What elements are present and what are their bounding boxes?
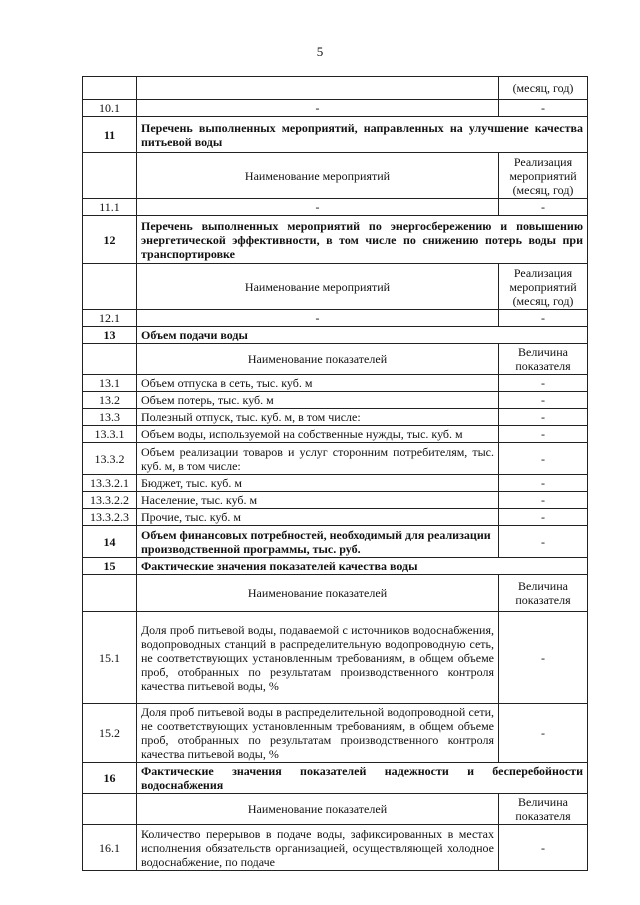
row-value: - — [499, 443, 588, 475]
row-value: - — [499, 612, 588, 704]
section-title: Объем подачи воды — [137, 327, 588, 344]
row-description: Доля проб питьевой воды, подаваемой с источников водоснабжения, водопроводных станций в распределительную водопроводную сеть, не соответствующих установленным требованиям, в общем объеме проб, отобранных по результатам производственного контроля качества питьевой воды, % — [137, 612, 499, 704]
row-description: Прочие, тыс. куб. м — [137, 509, 499, 526]
section-title: Фактические значения показателей надежности и бесперебойности водоснабжения — [137, 763, 588, 794]
row-value: - — [499, 375, 588, 392]
row-value: - — [499, 526, 588, 558]
row-description: - — [137, 310, 499, 327]
row-value: - — [499, 492, 588, 509]
table-row — [83, 492, 588, 509]
section-number: 11 — [83, 117, 137, 153]
table-row — [83, 199, 588, 216]
row-value: - — [499, 310, 588, 327]
row-value: - — [499, 199, 588, 216]
row-number: 15.2 — [83, 704, 137, 763]
column-header-name: Наименование показателей — [137, 344, 499, 375]
table-row — [83, 612, 588, 704]
row-number: 11.1 — [83, 199, 137, 216]
column-header-value: Величина показателя — [499, 794, 588, 825]
row-number: 13.3.1 — [83, 426, 137, 443]
table-row — [83, 310, 588, 327]
section-title: Перечень выполненных мероприятий по энергосбережению и повышению энергетической эффективности, в том числе по снижению потерь воды при транспортировке — [137, 216, 588, 264]
row-description: Объем воды, используемой на собственные нужды, тыс. куб. м — [137, 426, 499, 443]
table-row — [83, 704, 588, 763]
row-description: Полезный отпуск, тыс. куб. м, в том числе: — [137, 409, 499, 426]
section-row — [83, 117, 588, 153]
column-header-row — [83, 153, 588, 199]
row-number: 12.1 — [83, 310, 137, 327]
row-description: Объем реализации товаров и услуг сторонним потребителям, тыс. куб. м, в том числе: — [137, 443, 499, 475]
column-header-name: Наименование мероприятий — [137, 264, 499, 310]
section-title: Фактические значения показателей качества воды — [137, 558, 588, 575]
table-row — [83, 100, 588, 117]
row-number: 13.3.2 — [83, 443, 137, 475]
section-number: 13 — [83, 327, 137, 344]
table-row — [83, 825, 588, 871]
table-row — [83, 409, 588, 426]
row-description: - — [137, 100, 499, 117]
section-number: 12 — [83, 216, 137, 264]
row-value: - — [499, 509, 588, 526]
row-description: Бюджет, тыс. куб. м — [137, 475, 499, 492]
report-table — [82, 76, 588, 871]
row-value: - — [499, 392, 588, 409]
row-value: - — [499, 426, 588, 443]
section-title: Перечень выполненных мероприятий, направленных на улучшение качества питьевой воды — [137, 117, 588, 153]
section-title: Объем финансовых потребностей, необходимый для реализации производственной программы, тыс. руб. — [137, 526, 499, 558]
row-number: 10.1 — [83, 100, 137, 117]
page-number: 5 — [316, 44, 324, 59]
row-number: 13.3 — [83, 409, 137, 426]
column-header-value: Величина показателя — [499, 344, 588, 375]
column-header-name: Наименование показателей — [137, 575, 499, 612]
row-number: 13.3.2.1 — [83, 475, 137, 492]
row-description: Население, тыс. куб. м — [137, 492, 499, 509]
column-header-row — [83, 794, 588, 825]
table-row — [83, 392, 588, 409]
column-header-name: Наименование мероприятий — [137, 153, 499, 199]
column-header-row — [83, 575, 588, 612]
row-description: Количество перерывов в подаче воды, зафиксированных в местах исполнения обязательств организацией, осуществляющей холодное водоснабжение, по подаче — [137, 825, 499, 871]
table-row — [83, 77, 588, 100]
section-row — [83, 763, 588, 794]
row-value: - — [499, 100, 588, 117]
row-number: 13.3.2.2 — [83, 492, 137, 509]
column-header-value: Реализация мероприятий (месяц, год) — [499, 264, 588, 310]
row-number: 13.2 — [83, 392, 137, 409]
column-header-name: Наименование показателей — [137, 794, 499, 825]
row-number: 15.1 — [83, 612, 137, 704]
row-number: 16.1 — [83, 825, 137, 871]
column-header-row — [83, 264, 588, 310]
section-number: 15 — [83, 558, 137, 575]
section-row — [83, 526, 588, 558]
row-description: Объем потерь, тыс. куб. м — [137, 392, 499, 409]
row-value: - — [499, 475, 588, 492]
table-row — [83, 443, 588, 475]
column-header-row — [83, 344, 588, 375]
section-number: 16 — [83, 763, 137, 794]
row-description: - — [137, 199, 499, 216]
section-row — [83, 327, 588, 344]
table-row — [83, 375, 588, 392]
column-header-value: Величина показателя — [499, 575, 588, 612]
table-row — [83, 426, 588, 443]
value-header-cell: (месяц, год) — [499, 77, 588, 100]
table-row — [83, 509, 588, 526]
column-header-value: Реализация мероприятий (месяц, год) — [499, 153, 588, 199]
row-number: 13.3.2.3 — [83, 509, 137, 526]
row-description: Объем отпуска в сеть, тыс. куб. м — [137, 375, 499, 392]
section-number: 14 — [83, 526, 137, 558]
section-row — [83, 216, 588, 264]
row-value: - — [499, 409, 588, 426]
row-value: - — [499, 704, 588, 763]
table-row — [83, 475, 588, 492]
row-description: Доля проб питьевой воды в распределительной водопроводной сети, не соответствующих установленным требованиям, в общем объеме проб, отобранных по результатам производственного контроля качества питьевой воды, % — [137, 704, 499, 763]
section-row — [83, 558, 588, 575]
row-number: 13.1 — [83, 375, 137, 392]
row-value: - — [499, 825, 588, 871]
